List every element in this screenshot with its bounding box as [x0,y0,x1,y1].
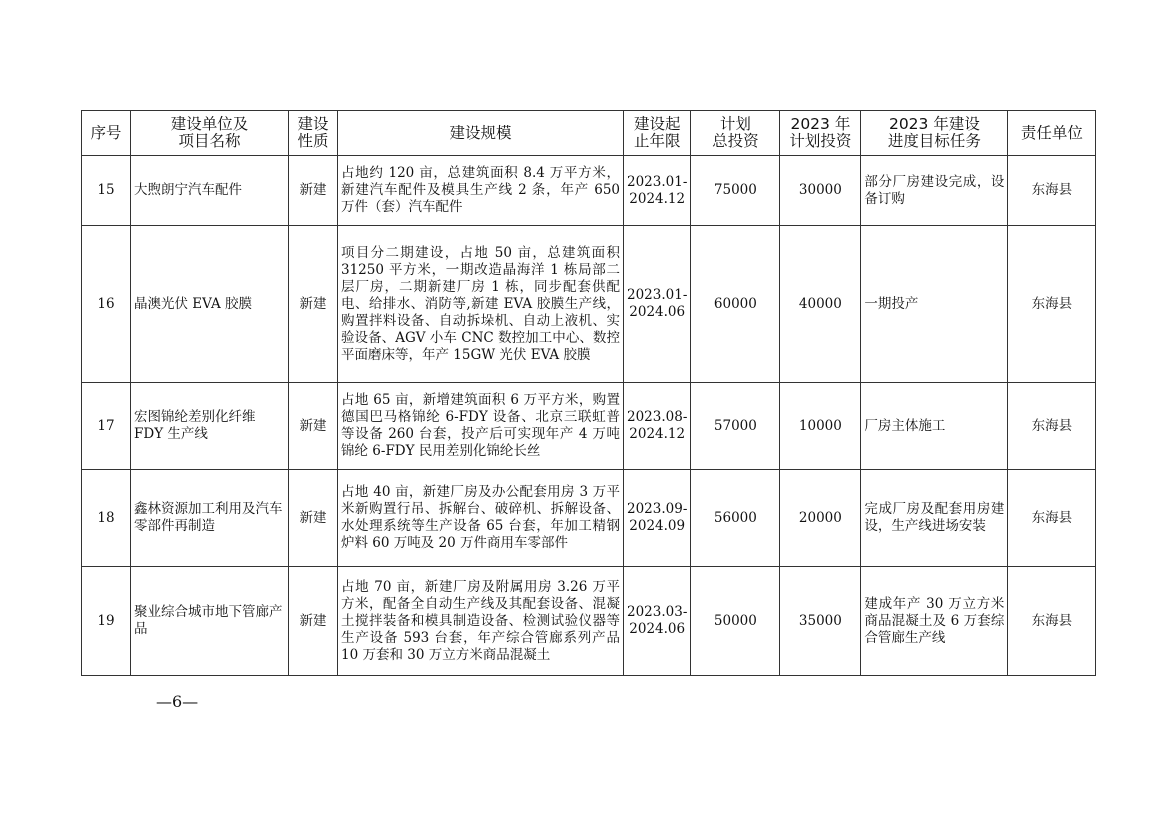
table-row [82,567,1096,676]
cell-serial-no: 19 [82,567,131,676]
header-project-name: 建设单位及 项目名称 [131,111,289,156]
cell-nature: 新建 [289,470,338,567]
cell-total-investment: 60000 [691,226,780,383]
cell-2023-target: 部分厂房建设完成，设备订购 [861,156,1008,226]
cell-project-name: 鑫林资源加工利用及汽车零部件再制造 [131,470,289,567]
table-row [82,383,1096,470]
cell-period: 2023.09- 2024.09 [624,470,691,567]
cell-period: 2023.08- 2024.12 [624,383,691,470]
cell-scale: 项目分二期建设，占地 50 亩，总建筑面积 31250 平方米，一期改造晶海洋 1 栋局部二层厂房，二期新建厂房 1 栋，同步配套供配电、给排水、消防等,新建 EVA 胶膜生产线，购置拌料设备、自动拆垛机、自动上液机、实验设备、AGV 小车 CNC 数控加工中心、数控平面磨床等，年产 15GW 光伏 EVA 胶膜 [338,226,624,383]
cell-serial-no: 16 [82,226,131,383]
cell-project-name: 大煦朗宁汽车配件 [131,156,289,226]
cell-responsible-unit: 东海县 [1008,470,1096,567]
cell-total-investment: 57000 [691,383,780,470]
header-2023-target: 2023 年建设 进度目标任务 [861,111,1008,156]
cell-responsible-unit: 东海县 [1008,156,1096,226]
cell-period: 2023.03- 2024.06 [624,567,691,676]
cell-project-name: 宏图锦纶差别化纤维 FDY 生产线 [131,383,289,470]
table-row [82,470,1096,567]
cell-2023-investment: 35000 [780,567,861,676]
header-total-investment: 计划 总投资 [691,111,780,156]
cell-scale: 占地 65 亩，新增建筑面积 6 万平方米，购置德国巴马格锦纶 6-FDY 设备、北京三联虹普等设备 260 台套，投产后可实现年产 4 万吨锦纶 6-FDY 民用差别化锦纶长丝 [338,383,624,470]
project-table [81,110,1096,676]
header-nature: 建设 性质 [289,111,338,156]
table-header-row [82,111,1096,156]
header-responsible-unit: 责任单位 [1008,111,1096,156]
header-2023-investment: 2023 年 计划投资 [780,111,861,156]
cell-2023-investment: 20000 [780,470,861,567]
cell-total-investment: 50000 [691,567,780,676]
page-number: —6— [156,692,199,711]
cell-nature: 新建 [289,226,338,383]
cell-total-investment: 75000 [691,156,780,226]
cell-total-investment: 56000 [691,470,780,567]
cell-2023-investment: 30000 [780,156,861,226]
cell-2023-target: 一期投产 [861,226,1008,383]
cell-responsible-unit: 东海县 [1008,383,1096,470]
cell-responsible-unit: 东海县 [1008,226,1096,383]
cell-serial-no: 15 [82,156,131,226]
cell-responsible-unit: 东海县 [1008,567,1096,676]
cell-serial-no: 17 [82,383,131,470]
cell-2023-investment: 10000 [780,383,861,470]
cell-nature: 新建 [289,383,338,470]
header-scale: 建设规模 [338,111,624,156]
cell-scale: 占地 70 亩，新建厂房及附属用房 3.26 万平方米，配备全自动生产线及其配套设备、混凝土搅拌装备和模具制造设备、检测试验仪器等生产设备 593 台套，年产综合管廊系列产品 10 万套和 30 万立方米商品混凝土 [338,567,624,676]
cell-nature: 新建 [289,567,338,676]
cell-project-name: 晶澳光伏 EVA 胶膜 [131,226,289,383]
cell-2023-target: 厂房主体施工 [861,383,1008,470]
cell-project-name: 聚业综合城市地下管廊产品 [131,567,289,676]
header-serial-no: 序号 [82,111,131,156]
cell-nature: 新建 [289,156,338,226]
cell-scale: 占地 40 亩，新建厂房及办公配套用房 3 万平米新购置行吊、拆解台、破碎机、拆解设备、水处理系统等生产设备 65 台套，年加工精钢炉料 60 万吨及 20 万件商用车零部件 [338,470,624,567]
cell-2023-target: 建成年产 30 万立方米商品混凝土及 6 万套综合管廊生产线 [861,567,1008,676]
cell-scale: 占地约 120 亩，总建筑面积 8.4 万平方米，新建汽车配件及模具生产线 2 条，年产 650 万件（套）汽车配件 [338,156,624,226]
cell-serial-no: 18 [82,470,131,567]
cell-period: 2023.01- 2024.12 [624,156,691,226]
cell-2023-target: 完成厂房及配套用房建设，生产线进场安装 [861,470,1008,567]
table-row [82,156,1096,226]
table-row [82,226,1096,383]
header-period: 建设起 止年限 [624,111,691,156]
cell-2023-investment: 40000 [780,226,861,383]
cell-period: 2023.01- 2024.06 [624,226,691,383]
